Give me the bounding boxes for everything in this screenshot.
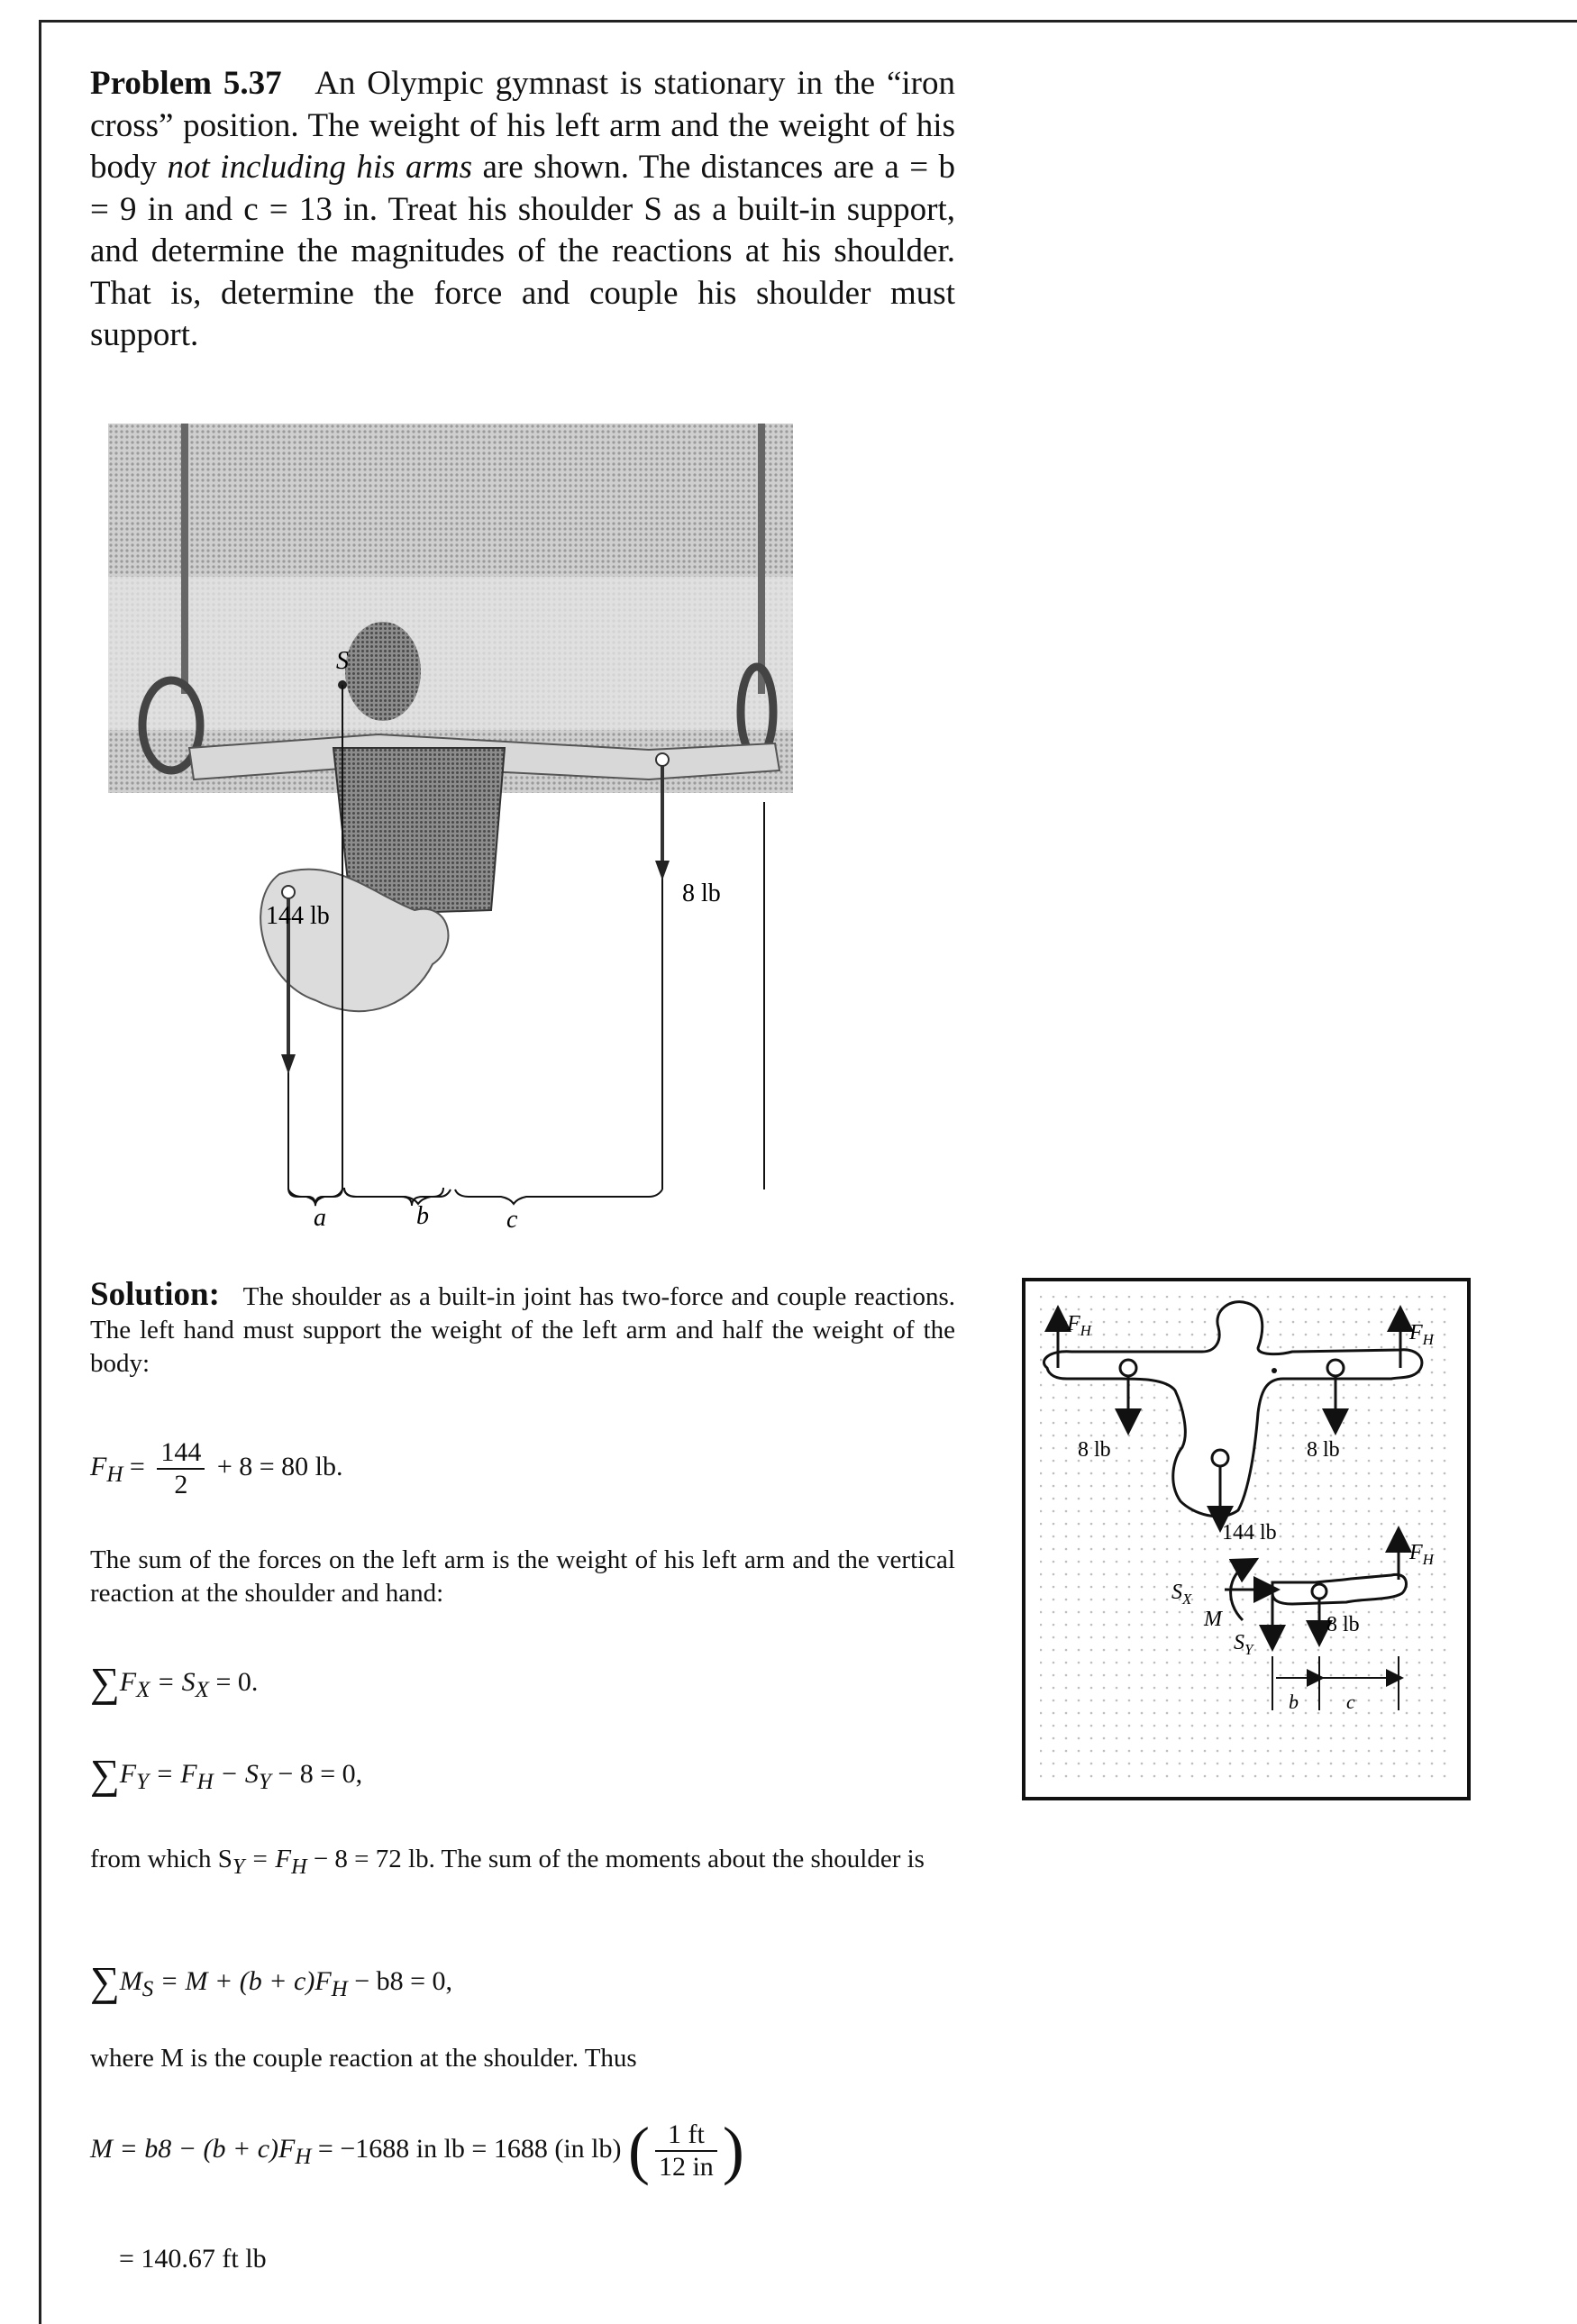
fbd-moment-label: M <box>1204 1608 1222 1631</box>
fbd-body-weight-label: 144 lb <box>1222 1521 1277 1545</box>
problem-statement <box>90 63 955 357</box>
solution-para-4: where M is the couple reaction at the shoulder. Thus <box>90 2044 637 2073</box>
solution-para-3: from which $S_Y = F_H - 8 = 72$ lb. The sum of the moments about the shoulder is <box>90 1845 925 1879</box>
problem-text-2: are shown. The distances are a = b = 9 in and c = 13 in. Treat his shoulder S as a built-in support, and determine the magnitudes of the reactions at his shoulder. That is, determine the force and couple his shoulder must support. <box>90 149 956 353</box>
free-body-diagram <box>1022 1278 1471 1800</box>
svg-text:SX: $S_X$ <box>1171 1581 1192 1608</box>
solution-para-2: The sum of the forces on the left arm is the weight of his left arm and the vertical reaction at the shoulder and hand: <box>90 1545 955 1608</box>
fbd-isolated-arm-weight-label: 8 lb <box>1326 1613 1360 1636</box>
fbd-right-arm-cg <box>1327 1360 1344 1376</box>
fraction-144-2: $\frac{144}{2}$ <box>157 1437 205 1500</box>
eq-m-result: = 140.67 ft lb <box>119 2244 267 2274</box>
fbd-left-arm-weight-label: 8 lb <box>1078 1438 1111 1462</box>
eq-sum-fy: $\sum F_Y = F_H - S_Y - 8 = 0$, <box>90 1751 363 1797</box>
problem-text-1: An Olympic gymnast is stationary in the “iron cross” position. The weight of his left arm and the weight of his body <box>90 65 955 186</box>
svg-text:FH: $F_H$ <box>1409 1541 1434 1568</box>
dimension-overlay <box>108 424 793 1235</box>
page-frame-top <box>39 20 1577 23</box>
svg-text:FH: $F_H$ <box>1409 1321 1434 1348</box>
solution-heading: Solution: <box>90 1276 220 1313</box>
eq-m: $M = b8 - (b + c)F_H = -1688$ in lb = 1688 (in lb) ( $\frac{1 ft}{12 in}$ ) <box>90 2114 744 2186</box>
page-frame-left <box>39 20 41 2324</box>
fbd-right-arm-weight-label: 8 lb <box>1307 1438 1340 1462</box>
fbd-body-cg <box>1212 1450 1228 1466</box>
problem-label: Problem 5.37 <box>90 65 282 102</box>
dim-a-label: a <box>314 1204 326 1232</box>
eq-fh: $F_H$ = $\frac{144}{2}$ + 8 = 80 lb. <box>90 1437 343 1499</box>
dim-b-label: b <box>416 1202 429 1230</box>
problem-text-italic: not including his arms <box>167 149 473 186</box>
svg-text:FH: $F_H$ <box>1067 1312 1091 1339</box>
body-weight-label: 144 lb <box>266 902 330 930</box>
fbd-b-label: b <box>1289 1691 1299 1713</box>
fraction-ft-in: $\frac{1 ft}{12 in}$ <box>655 2119 717 2183</box>
solution-para-1: The shoulder as a built-in joint has two-force and couple reactions. The left hand must support the weight of the left arm and half the weight of the body: <box>90 1282 955 1378</box>
sigma-icon: ∑ <box>90 1659 120 1705</box>
eq-sum-fx: $\sum F_X = S_X = 0$. <box>90 1659 259 1705</box>
fbd-left-arm-cg <box>1120 1360 1136 1376</box>
dim-c-label: c <box>506 1206 518 1234</box>
sigma-icon: ∑ <box>90 1958 120 2004</box>
eq-sum-ms: $\sum M_S = M + (b + c)F_H - b8 = 0$, <box>90 1958 453 2004</box>
solution-block <box>90 1278 955 1381</box>
fbd-c-label: c <box>1346 1691 1355 1713</box>
svg-text:SY: $S_Y$ <box>1234 1631 1253 1658</box>
arm-weight-label: 8 lb <box>682 879 721 907</box>
label-S: S <box>336 647 349 675</box>
sigma-icon: ∑ <box>90 1751 120 1797</box>
